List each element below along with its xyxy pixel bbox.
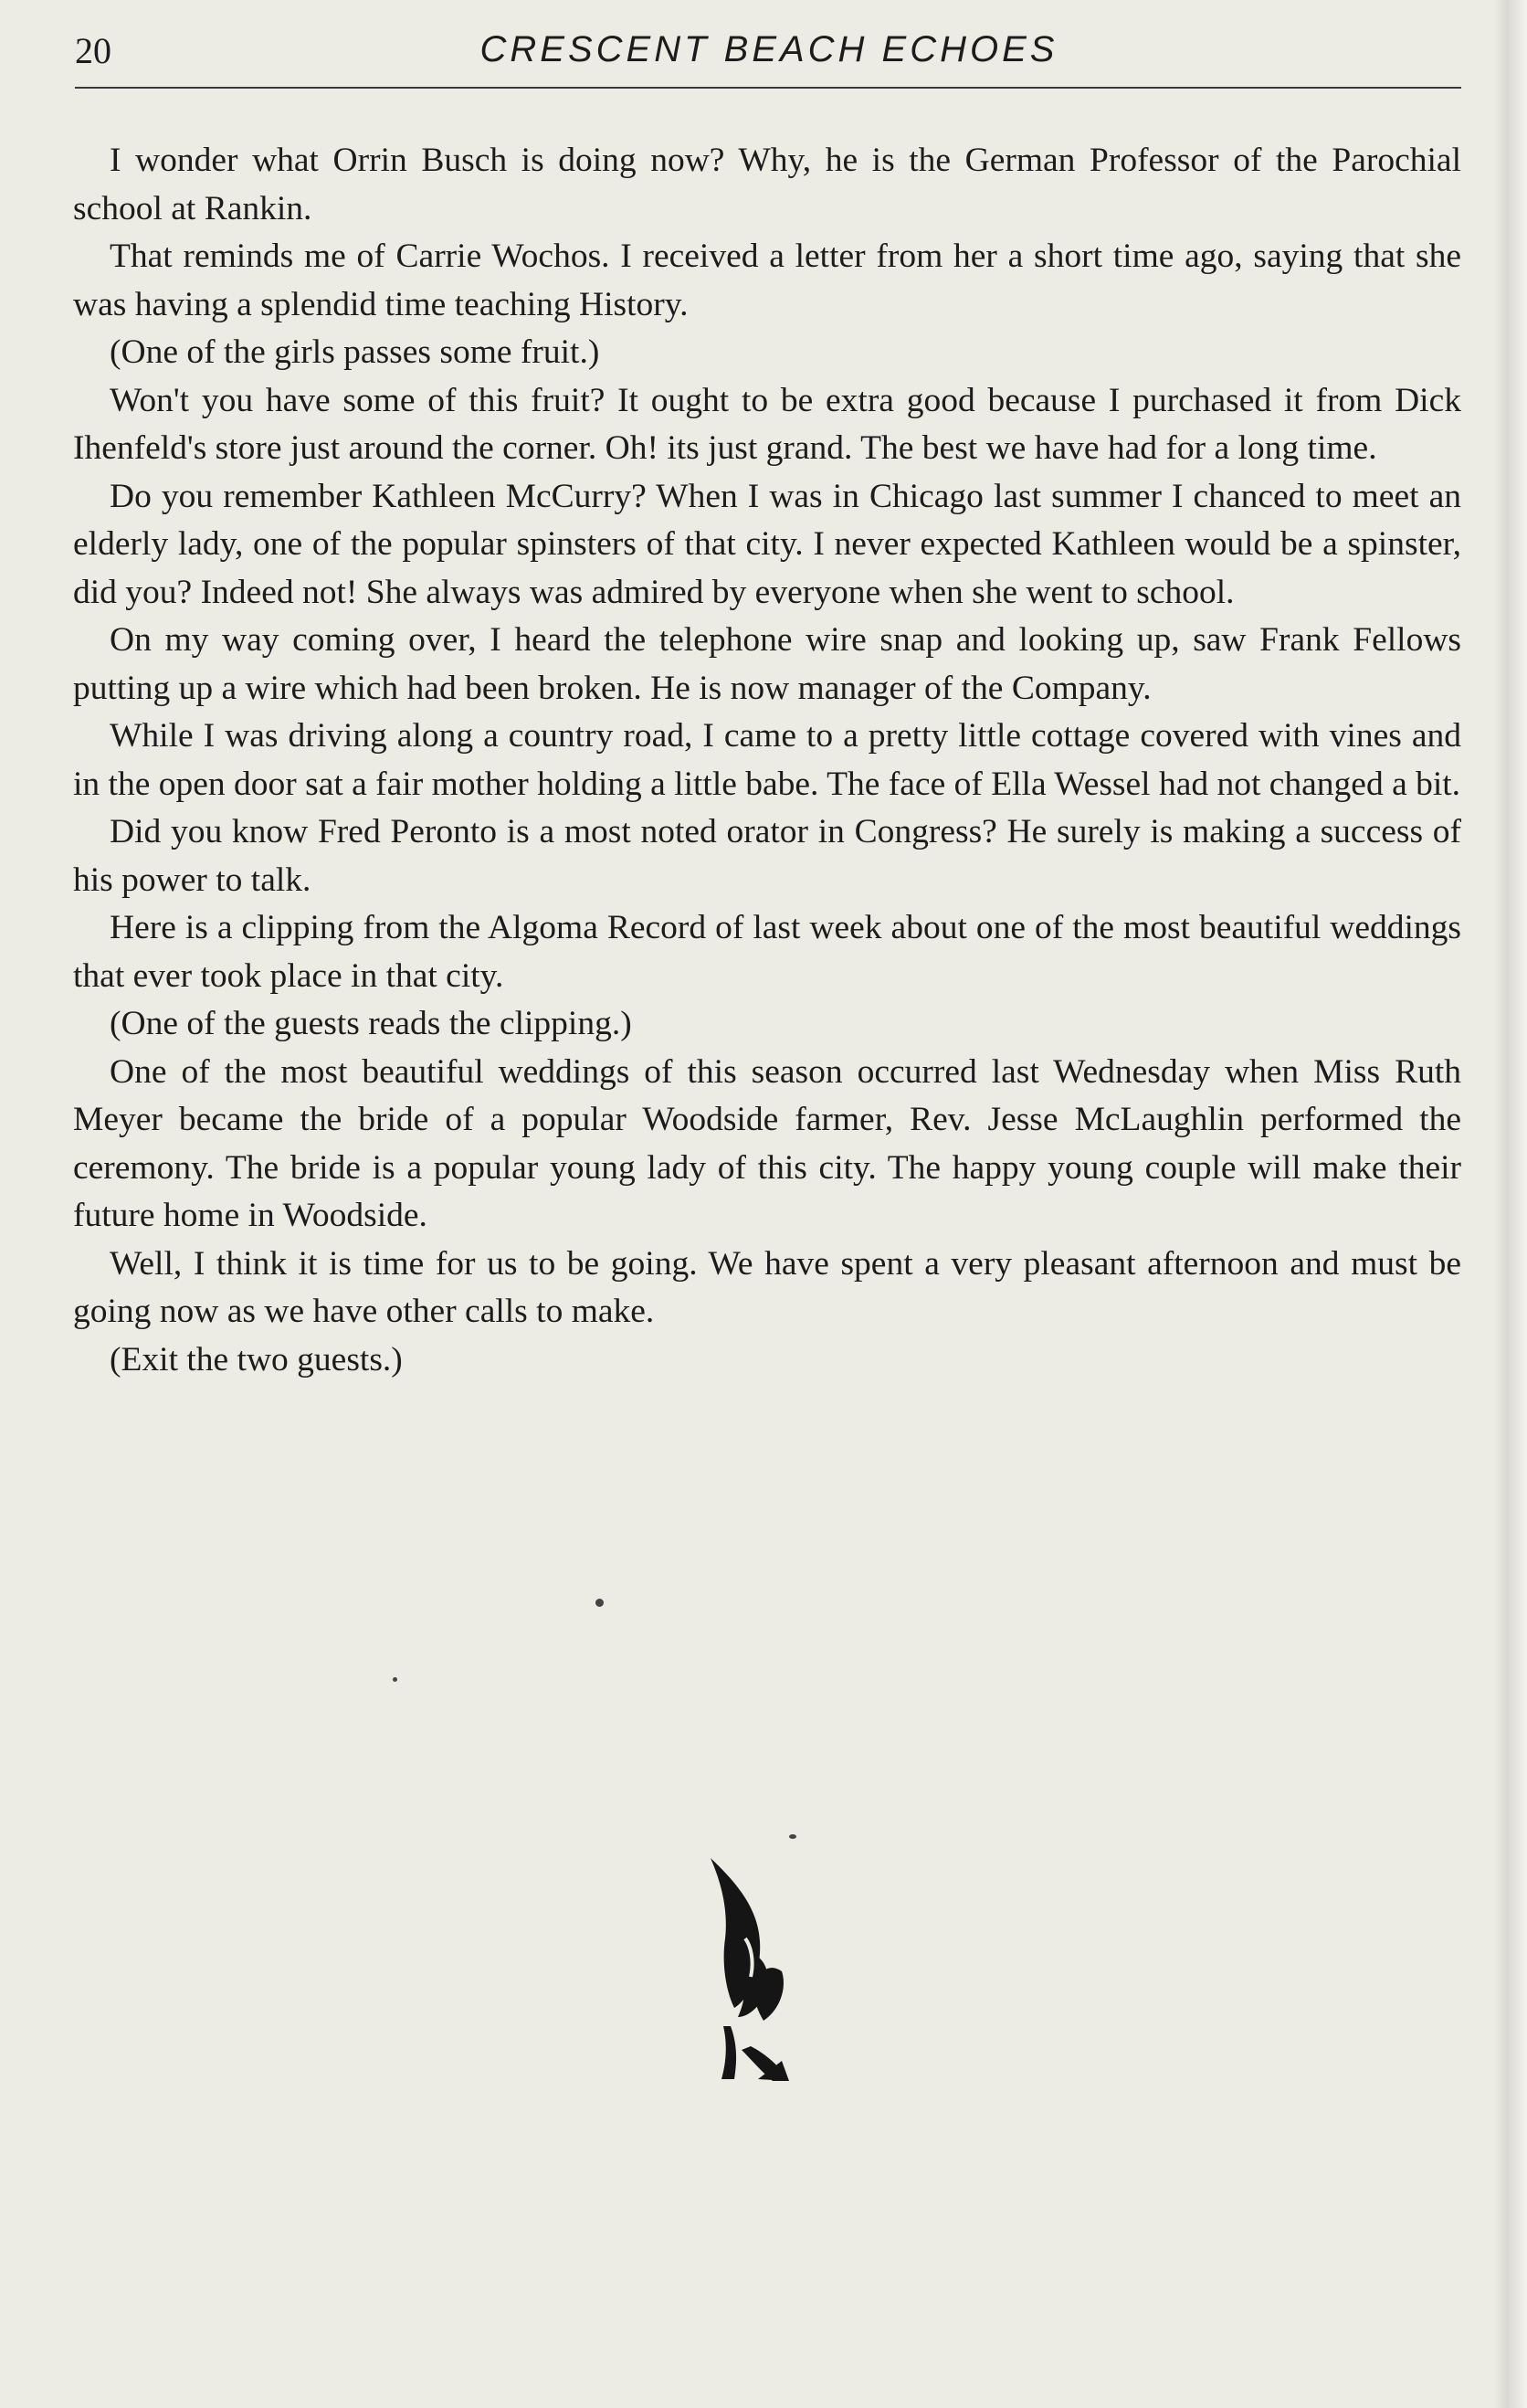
- page-number: 20: [75, 30, 111, 71]
- page-header: [75, 27, 1463, 84]
- ink-speck: [595, 1599, 604, 1607]
- ink-speck: [789, 1834, 796, 1839]
- paragraph: One of the most beautiful weddings of this season occurred last Wednesday when Miss Ruth Meyer became the bride of a popular Woodside farmer, Rev. Jesse McLaughlin performed the ceremony. The bride is a popular young lady of this city. The happy young couple will make their future home in Woodside.: [73, 1052, 1461, 1234]
- running-title: CRESCENT BEACH ECHOES: [479, 29, 1058, 69]
- paragraph: (Exit the two guests.): [110, 1340, 403, 1378]
- header-rule: [75, 87, 1461, 89]
- paragraph: On my way coming over, I heard the telephone wire snap and looking up, saw Frank Fellows putting up a wire which had been broken. He is now manager of the Company.: [73, 621, 1461, 707]
- paragraph: Here is a clipping from the Algoma Record of last week about one of the most beautiful weddings that ever took place in that city.: [73, 909, 1461, 995]
- paragraph: That reminds me of Carrie Wochos. I received a letter from her a short time ago, saying that she was having a splendid time teaching History.: [73, 238, 1461, 323]
- paragraph: I wonder what Orrin Busch is doing now? Why, he is the German Professor of the Parochial school at Rankin.: [73, 142, 1461, 227]
- paragraph: (One of the guests reads the clipping.): [110, 1005, 632, 1042]
- paragraph: Did you know Fred Peronto is a most noted orator in Congress? He surely is making a success of his power to talk.: [73, 813, 1461, 899]
- paragraph: While I was driving along a country road, I came to a pretty little cottage covered with vines and in the open door sat a fair mother holding a little babe. The face of Ella Wessel had not changed a bit.: [73, 717, 1461, 803]
- body-text: [73, 137, 1461, 1384]
- paragraph: (One of the girls passes some fruit.): [110, 333, 600, 371]
- paragraph: Do you remember Kathleen McCurry? When I was in Chicago last summer I chanced to meet an elderly lady, one of the popular spinsters of that city. I never expected Kathleen would be a spinster, did you? Indeed not! She always was admired by everyone when she went to school.: [73, 477, 1461, 611]
- page-edge: [1494, 0, 1527, 2408]
- ink-speck: [393, 1677, 397, 1682]
- paragraph: Won't you have some of this fruit? It ought to be extra good because I purchased it from Dick Ihenfeld's store just around the corner. Oh! its just grand. The best we have had for a long time.: [73, 381, 1461, 467]
- paragraph: Well, I think it is time for us to be going. We have spent a very pleasant afternoon and must be going now as we have other calls to make.: [73, 1244, 1461, 1330]
- calla-lily-ornament-icon: [703, 1854, 804, 2083]
